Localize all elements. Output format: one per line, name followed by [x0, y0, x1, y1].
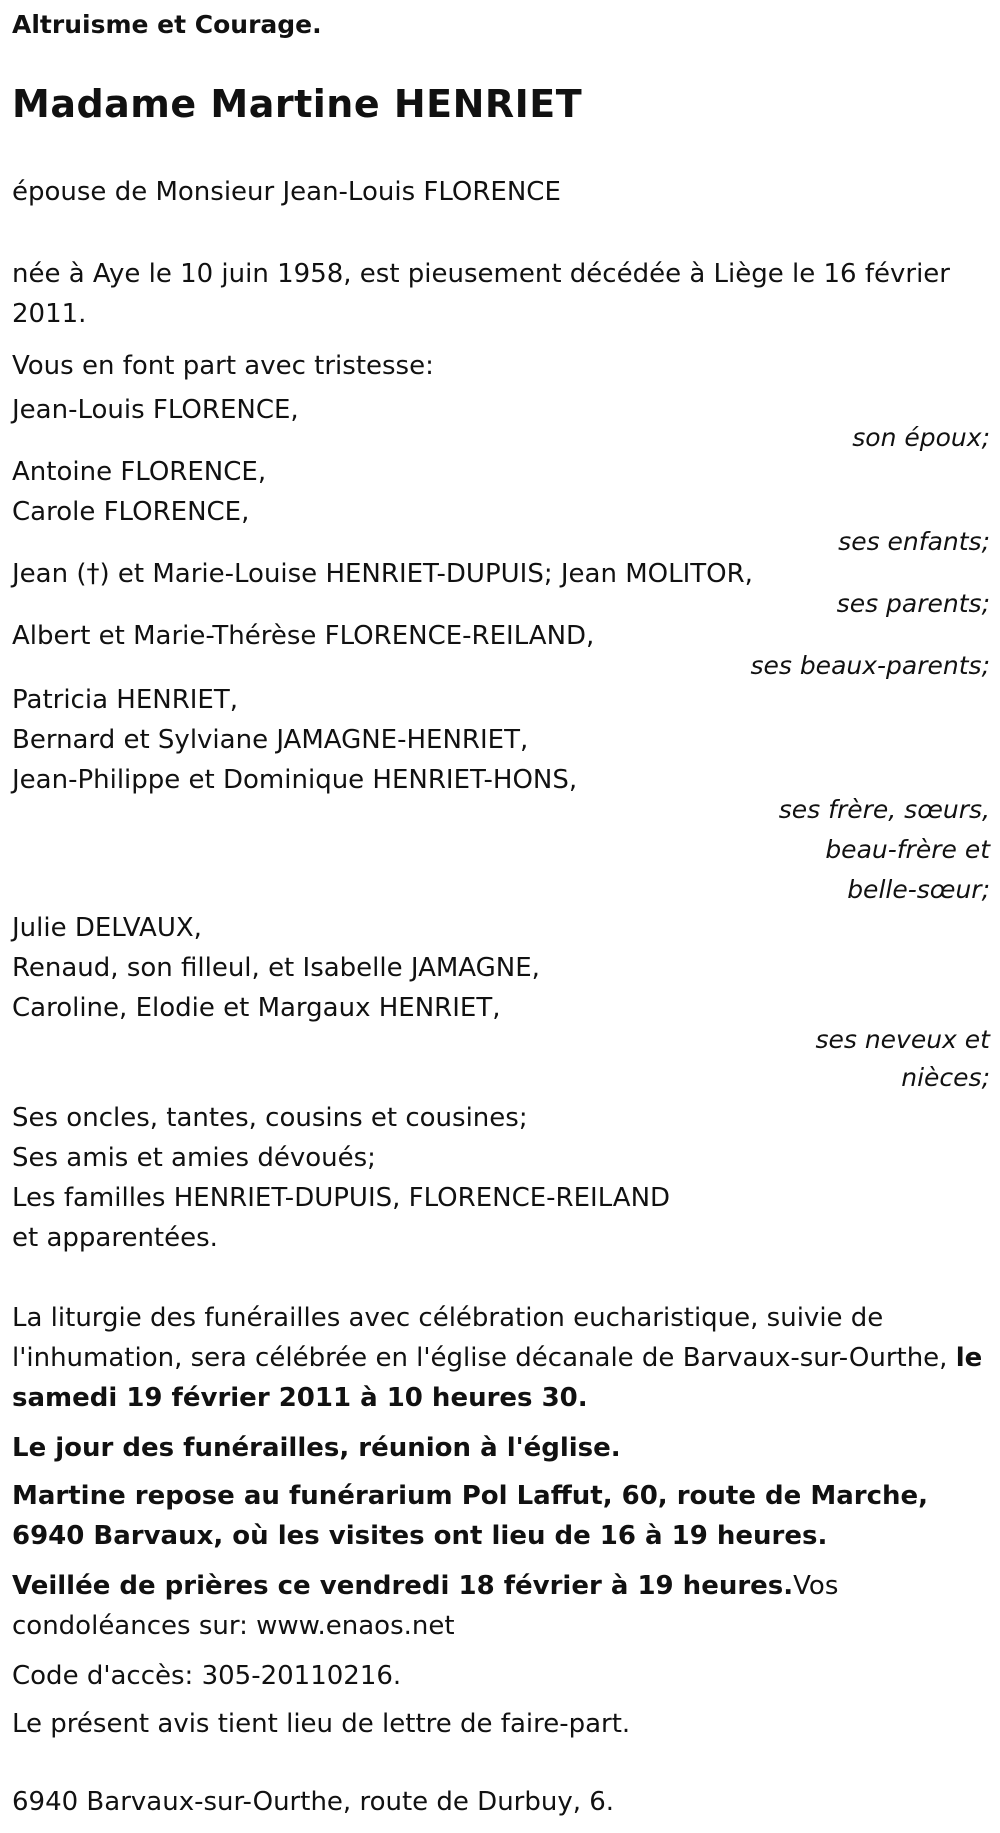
family-others-line: et apparentées. [12, 1223, 218, 1253]
family-name-child: Carole FLORENCE, [12, 497, 250, 527]
family-name-nephew: Julie DELVAUX, [12, 913, 202, 943]
spouse-line: épouse de Monsieur Jean-Louis FLORENCE [12, 177, 561, 207]
family-name-sibling: Jean-Philippe et Dominique HENRIET-HONS, [12, 765, 578, 795]
liturgy-paragraph [12, 1298, 992, 1418]
relation-children: ses enfants; [838, 527, 990, 556]
relation-siblings-line: belle-sœur; [847, 875, 990, 904]
motto: Altruisme et Courage. [12, 10, 322, 39]
condolences-text: Vos condoléances sur: www.enaos.net [12, 1571, 839, 1641]
liturgy-date: le samedi 19 février 2011 à 10 heures 30. [12, 1343, 983, 1413]
vigil-paragraph [12, 1566, 992, 1646]
family-name-nephew: Caroline, Elodie et Margaux HENRIET, [12, 993, 501, 1023]
meeting-text: Le jour des funérailles, réunion à l'église. [12, 1433, 621, 1463]
address-text: 6940 Barvaux-sur-Ourthe, route de Durbuy, 6. [12, 1787, 615, 1817]
family-name-spouse: Jean-Louis FLORENCE, [12, 395, 299, 425]
family-others-line: Les familles HENRIET-DUPUIS, FLORENCE-REILAND [12, 1183, 671, 1213]
family-others-line: Ses amis et amies dévoués; [12, 1143, 376, 1173]
relation-spouse: son époux; [852, 423, 990, 452]
notice-text: Le présent avis tient lieu de lettre de faire-part. [12, 1709, 631, 1739]
relation-in-laws: ses beaux-parents; [750, 651, 990, 680]
relation-nephews-line: nièces; [901, 1063, 990, 1092]
relation-siblings-line: ses frère, sœurs, [778, 795, 990, 824]
vigil-text: Veillée de prières ce vendredi 18 février à 19 heures. [12, 1571, 794, 1601]
relation-parents: ses parents; [836, 589, 990, 618]
relation-siblings-line: beau-frère et [825, 835, 990, 864]
family-name-child: Antoine FLORENCE, [12, 457, 267, 487]
family-name-parents: Jean (†) et Marie-Louise HENRIET-DUPUIS; Jean MOLITOR, [12, 559, 753, 589]
family-name-nephew: Renaud, son filleul, et Isabelle JAMAGNE, [12, 953, 540, 983]
family-name-sibling: Patricia HENRIET, [12, 685, 239, 715]
family-name-in-laws: Albert et Marie-Thérèse FLORENCE-REILAND, [12, 621, 595, 651]
relation-nephews-line: ses neveux et [815, 1025, 990, 1054]
birth-death-text: née à Aye le 10 juin 1958, est pieusement décédée à Liège le 16 février 2011. [12, 259, 950, 329]
intro-text: Vous en font part avec tristesse: [12, 351, 434, 381]
liturgy-text: La liturgie des funérailles avec célébration eucharistique, suivie de l'inhumation, sera célébrée en l'église décanale de Barvaux-sur-Ourthe, [12, 1303, 948, 1373]
family-name-sibling: Bernard et Sylviane JAMAGNE-HENRIET, [12, 725, 529, 755]
family-others-line: Ses oncles, tantes, cousins et cousines; [12, 1103, 528, 1133]
rest-text: Martine repose au funérarium Pol Laffut, 60, route de Marche, 6940 Barvaux, où les visites ont lieu de 16 à 19 heures. [12, 1481, 929, 1551]
deceased-name: Madame Martine HENRIET [12, 82, 583, 126]
access-code: Code d'accès: 305-20110216. [12, 1661, 402, 1691]
